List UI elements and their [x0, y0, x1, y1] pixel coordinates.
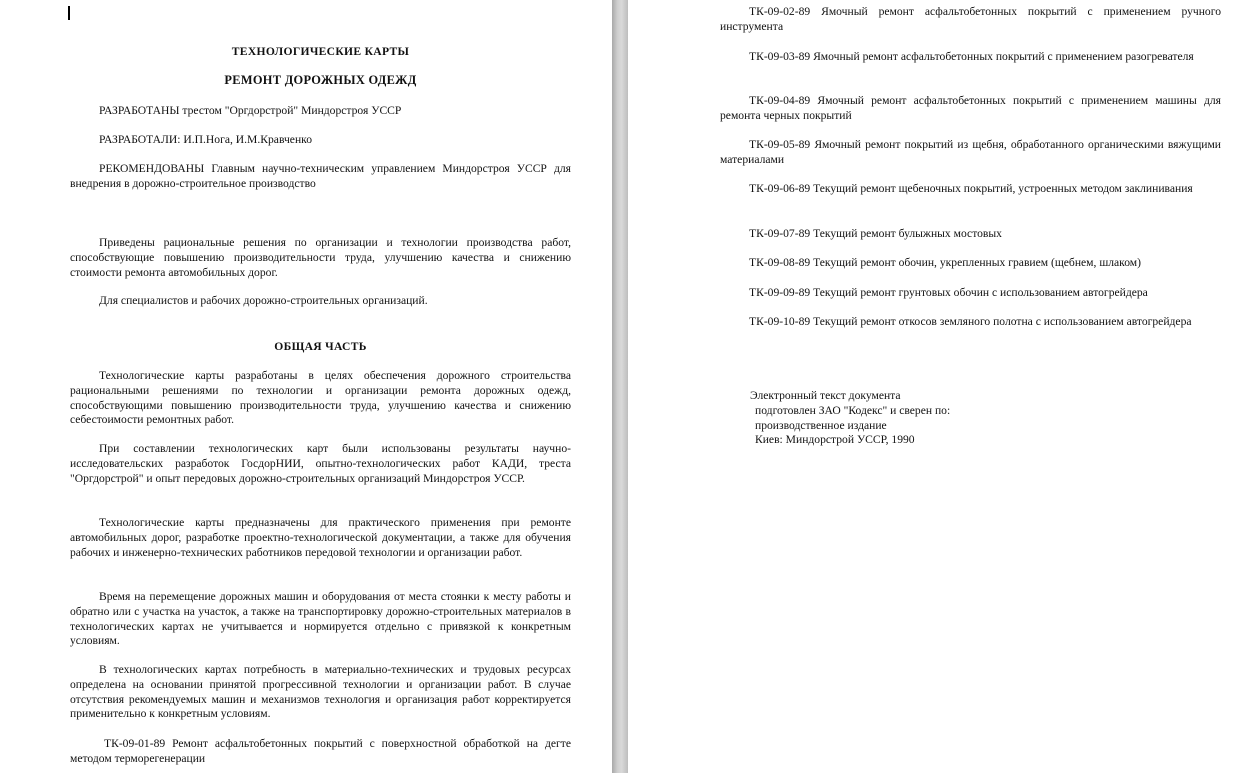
document-page-right[interactable] — [628, 0, 1239, 773]
text-cursor — [68, 6, 70, 20]
paragraph-5: В технологических картах потребность в материально-технических и трудовых ресурсах определена на основании принятой прогрессивной технологии и организации работ. В случае отсутствия рекомендуемых машин и механизмов технология и организация работ корректируется применительно к конкретным условиям. — [70, 663, 571, 721]
tk-item: ТК-09-02-89 Ямочный ремонт асфальтобетонных покрытий с применением ручного инструмента — [720, 5, 1221, 33]
authors: РАЗРАБОТАЛИ: И.П.Нога, И.М.Кравченко — [99, 133, 312, 146]
tk-item: ТК-09-03-89 Ямочный ремонт асфальтобетонных покрытий с применением разогревателя — [749, 50, 1194, 63]
document-page-left[interactable] — [0, 0, 612, 773]
audience: Для специалистов и рабочих дорожно-строительных организаций. — [99, 294, 428, 307]
tk-item-01: ТК-09-01-89 Ремонт асфальтобетонных покрытий с поверхностной обработкой на дегте методом терморегенерации — [70, 737, 571, 765]
section-heading: ОБЩАЯ ЧАСТЬ — [274, 340, 367, 353]
recommended: РЕКОМЕНДОВАНЫ Главным научно-техническим управлением Миндорстроя УССР для внедрения в дорожно-строительное производство — [70, 162, 571, 190]
credit-line: производственное издание — [755, 418, 887, 432]
doc-title-2: РЕМОНТ ДОРОЖНЫХ ОДЕЖД — [224, 73, 417, 87]
source-credit — [750, 389, 1050, 448]
tk-item: ТК-09-10-89 Текущий ремонт откосов земляного полотна с использованием автогрейдера — [749, 315, 1192, 328]
summary: Приведены рациональные решения по организации и технологии производства работ, способствующие повышению производительности труда, улучшению качества и снижению стоимости ремонта автомобильных дорог. — [70, 236, 571, 279]
paragraph-4: Время на перемещение дорожных машин и оборудования от места стоянки к месту работы и обратно или с участка на участок, а также на транспортировку дорожно-строительных материалов в технологических картах не учитывается и нормируется отдельно с привязкой к конкретным условиям. — [70, 590, 571, 648]
credit-line: подготовлен ЗАО "Кодекс" и сверен по: — [755, 403, 951, 417]
paragraph-2: При составлении технологических карт были использованы результаты научно-исследовательских разработок ГосдорНИИ, опытно-технологических работ КАДИ, треста "Оргдорстрой" и опыт передовых дорожно-строительных организаций Миндорстроя УССР. — [70, 442, 571, 485]
tk-item: ТК-09-05-89 Ямочный ремонт покрытий из щебня, обработанного органическими вяжущими материалами — [720, 138, 1221, 166]
paragraph-3: Технологические карты предназначены для практического применения при ремонте автомобильных дорог, разработке проектно-технологической документации, а также для обучения рабочих и инженерно-технических работников передовой технологии и организации работ. — [70, 516, 571, 559]
credit-line: Электронный текст документа — [750, 389, 901, 402]
page-gutter — [612, 0, 628, 773]
tk-item: ТК-09-08-89 Текущий ремонт обочин, укрепленных гравием (щебнем, шлаком) — [749, 256, 1141, 269]
credit-line: Киев: Миндорстрой УССР, 1990 — [755, 433, 915, 447]
tk-item: ТК-09-07-89 Текущий ремонт булыжных мостовых — [749, 227, 1002, 240]
tk-item: ТК-09-06-89 Текущий ремонт щебеночных покрытий, устроенных методом заклинивания — [749, 182, 1193, 195]
doc-title-1: ТЕХНОЛОГИЧЕСКИЕ КАРТЫ — [231, 45, 410, 58]
tk-item: ТК-09-09-89 Текущий ремонт грунтовых обочин с использованием автогрейдера — [749, 286, 1148, 299]
paragraph-1: Технологические карты разработаны в целях обеспечения дорожного строительства рациональными решениями по технологии и организации ремонта дорожных одежд, способствующими повышению производительности труда, улучшению качества и снижению себестоимости ремонтных работ. — [70, 369, 571, 427]
tk-item: ТК-09-04-89 Ямочный ремонт асфальтобетонных покрытий с применением машины для ремонта черных покрытий — [720, 94, 1221, 122]
developed-by: РАЗРАБОТАНЫ трестом "Оргдорстрой" Миндорстроя УССР — [99, 104, 402, 117]
